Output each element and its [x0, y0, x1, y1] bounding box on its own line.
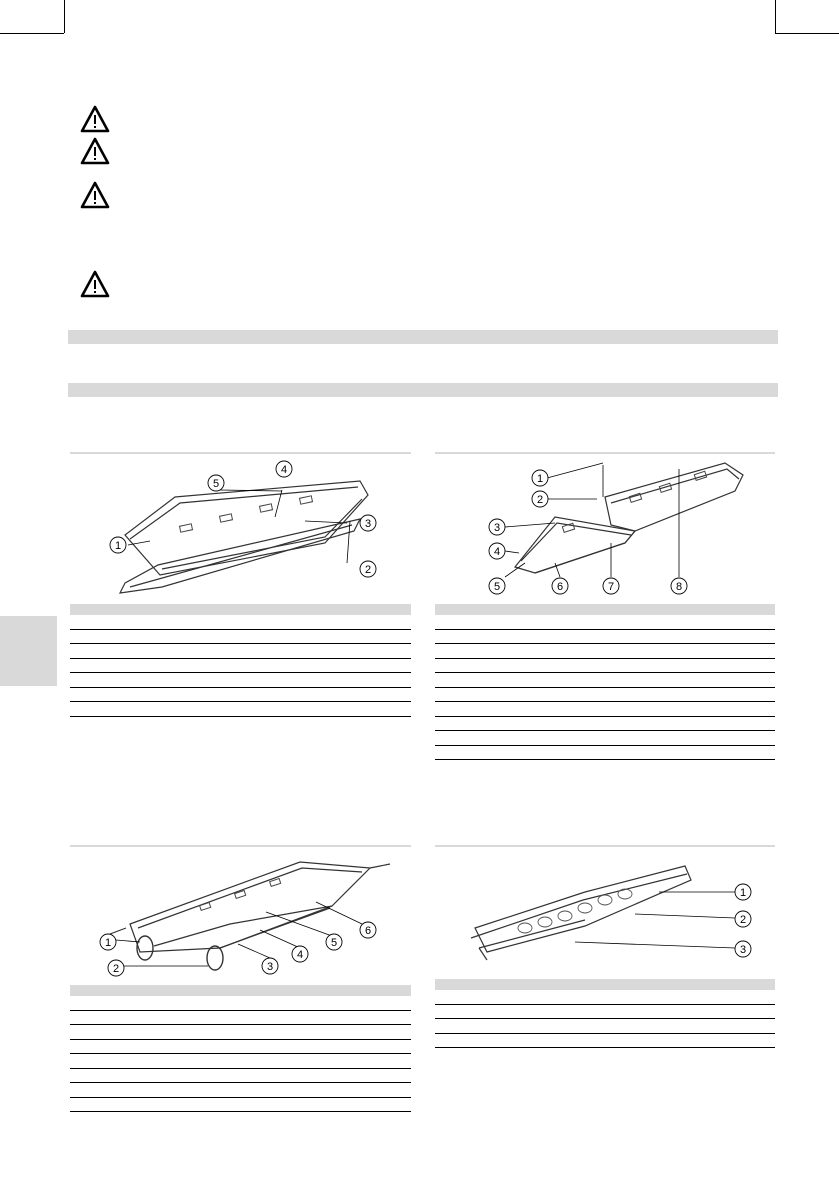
- callout-7: 7: [607, 581, 615, 593]
- callout-2: 2: [364, 564, 372, 576]
- callout-3: 3: [739, 944, 747, 956]
- callout-5: 5: [212, 478, 220, 490]
- stretcher-figure-3: [70, 848, 411, 980]
- legend-table: [435, 604, 775, 760]
- callout-1: 1: [739, 887, 747, 899]
- table-row: [70, 659, 411, 674]
- table-row: [70, 996, 411, 1011]
- table-row: [435, 1005, 775, 1020]
- table-row: [70, 1025, 411, 1040]
- stretcher-figure-4: [435, 848, 775, 973]
- table-row: [70, 1083, 411, 1098]
- table-row: [70, 673, 411, 688]
- table-header: [70, 604, 411, 615]
- table-row: [435, 1034, 775, 1049]
- panel-rule: [70, 452, 411, 454]
- table-row: [435, 659, 775, 674]
- callout-6: 6: [364, 925, 372, 937]
- crop-mark: [64, 0, 65, 33]
- crop-mark: [775, 33, 839, 34]
- legend-table: [70, 604, 411, 717]
- table-row: [70, 688, 411, 703]
- table-row: [70, 1069, 411, 1084]
- panel-rule: [435, 845, 775, 847]
- callout-2: 2: [536, 494, 544, 506]
- callout-3: 3: [266, 961, 274, 973]
- stretcher-figure-1: [70, 455, 411, 603]
- callout-6: 6: [556, 581, 564, 593]
- section-heading-band: [68, 383, 778, 397]
- crop-mark: [0, 33, 64, 34]
- table-row: [70, 1011, 411, 1026]
- callout-1: 1: [104, 937, 112, 949]
- table-row: [435, 644, 775, 659]
- warning-triangle-icon: [80, 269, 110, 299]
- chapter-tab: [0, 616, 57, 686]
- legend-table: [435, 979, 775, 1048]
- table-row: [435, 990, 775, 1005]
- stretcher-figure-2: [435, 455, 775, 600]
- legend-table: [70, 985, 411, 1112]
- table-row: [435, 1019, 775, 1034]
- crop-mark: [775, 0, 776, 33]
- table-row: [435, 717, 775, 732]
- callout-2: 2: [739, 914, 747, 926]
- callout-1: 1: [114, 540, 122, 552]
- warning-triangle-icon: [80, 136, 110, 166]
- panel-rule: [70, 845, 411, 847]
- callout-4: 4: [280, 464, 288, 476]
- callout-5: 5: [493, 581, 501, 593]
- table-row: [70, 1054, 411, 1069]
- callout-3: 3: [493, 522, 501, 534]
- table-row: [435, 615, 775, 630]
- table-row: [435, 688, 775, 703]
- table-row: [70, 630, 411, 645]
- callout-8: 8: [675, 581, 683, 593]
- table-row: [435, 702, 775, 717]
- table-row: [435, 630, 775, 645]
- callout-4: 4: [296, 949, 304, 961]
- table-row: [70, 615, 411, 630]
- callout-5: 5: [330, 937, 338, 949]
- callout-1: 1: [536, 473, 544, 485]
- table-row: [435, 731, 775, 746]
- table-row: [70, 1098, 411, 1113]
- table-header: [435, 979, 775, 990]
- table-row: [70, 1040, 411, 1055]
- callout-4: 4: [493, 546, 501, 558]
- panel-rule: [435, 452, 775, 454]
- callout-2: 2: [112, 963, 120, 975]
- warning-triangle-icon: [80, 104, 110, 134]
- table-row: [70, 702, 411, 717]
- table-row: [435, 673, 775, 688]
- warning-triangle-icon: [80, 180, 110, 210]
- table-header: [70, 985, 411, 996]
- callout-3: 3: [364, 518, 372, 530]
- table-row: [435, 746, 775, 761]
- table-header: [435, 604, 775, 615]
- table-row: [70, 644, 411, 659]
- section-heading-band: [68, 330, 778, 344]
